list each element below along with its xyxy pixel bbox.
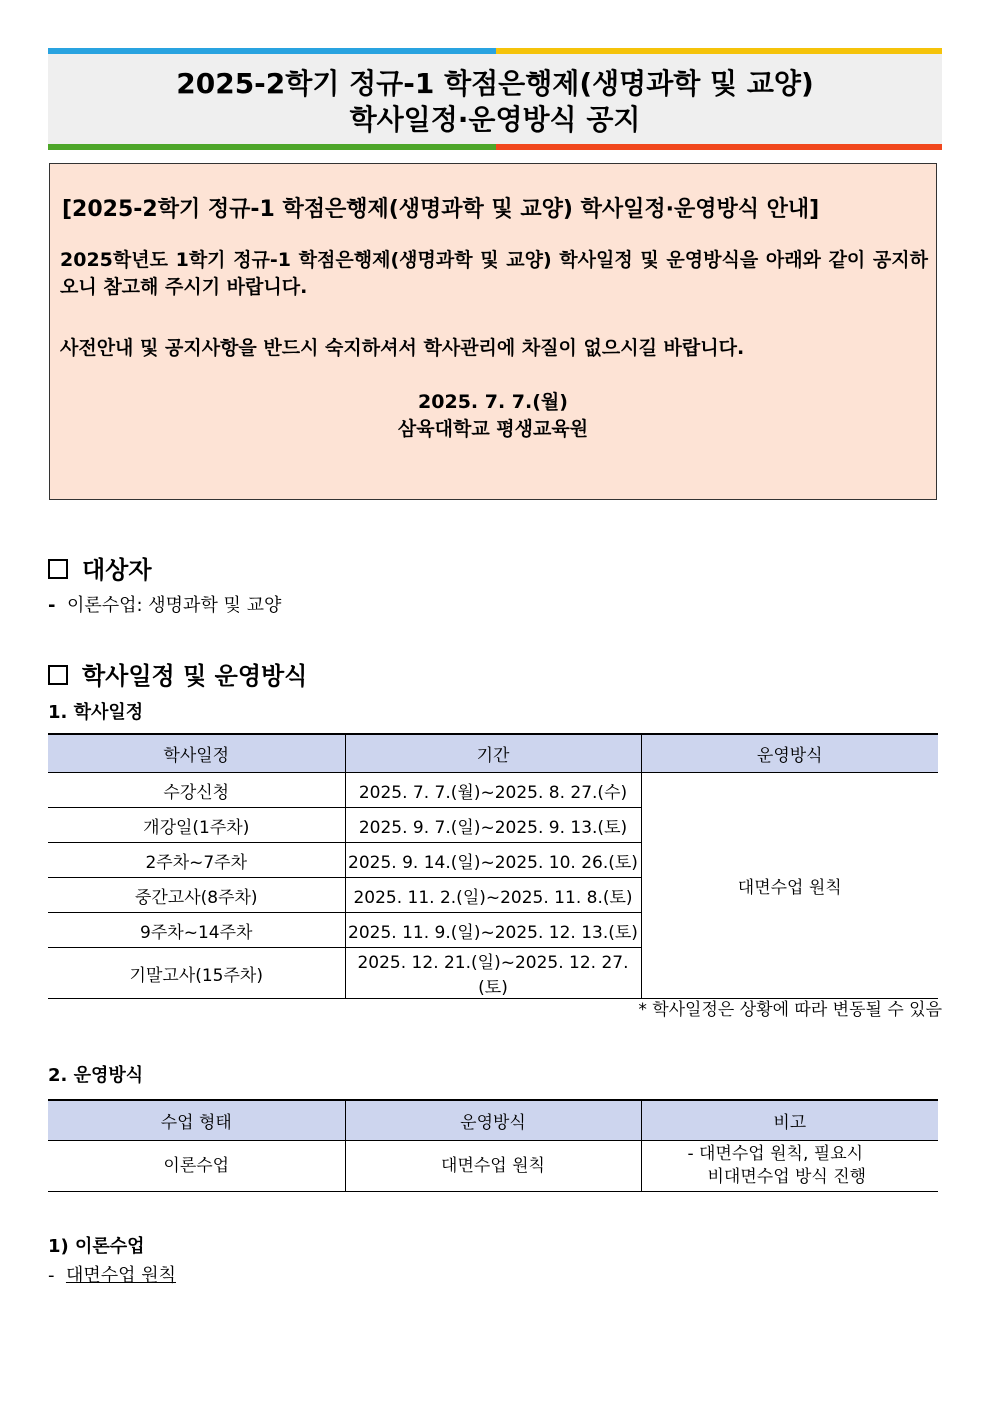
notice-paragraph-1: 2025학년도 1학기 정규-1 학점은행제(생명과학 및 교양) 학사일정 및 운영방식을 아래와 같이 공지하오니 참고해 주시기 바랍니다. xyxy=(60,249,928,298)
schedule-name: 중간고사(8주차) xyxy=(48,878,345,913)
bullet-dash: - xyxy=(48,1265,55,1286)
target-item-text: 이론수업: 생명과학 및 교양 xyxy=(66,595,282,616)
page-title-line2: 학사일정·운영방식 공지 xyxy=(349,103,641,136)
schedule-period: 2025. 11. 9.(일)~2025. 12. 13.(토) xyxy=(345,913,641,948)
remarks-line-1: - 대면수업 원칙, 필요시 xyxy=(687,1144,864,1164)
bullet-dash: - xyxy=(48,595,56,616)
accent-bar-green xyxy=(48,144,496,150)
header-period: 기간 xyxy=(345,734,641,773)
theory-class-item-text: 대면수업 원칙 xyxy=(65,1265,177,1286)
operation-remarks xyxy=(641,1141,938,1192)
notice-box xyxy=(49,163,937,500)
operation-table xyxy=(48,1099,938,1192)
class-type: 이론수업 xyxy=(48,1141,345,1192)
checkbox-square-icon xyxy=(48,559,68,579)
target-item xyxy=(48,591,281,617)
subheading-operation-text: 2. 운영방식 xyxy=(48,1065,144,1086)
header-schedule: 학사일정 xyxy=(48,734,345,773)
notice-paragraph-2: 사전안내 및 공지사항을 반드시 숙지하셔서 학사관리에 차질이 없으시길 바랍니다. xyxy=(60,337,745,359)
notice-heading: [2025-2학기 정규-1 학점은행제(생명과학 및 교양) 학사일정·운영방식 안내] xyxy=(62,197,820,222)
accent-bar-red xyxy=(496,144,942,150)
section-target-title: 대상자 xyxy=(82,556,152,584)
header-operation: 운영방식 xyxy=(345,1100,641,1141)
schedule-period: 2025. 11. 2.(일)~2025. 11. 8.(토) xyxy=(345,878,641,913)
subheading-operation xyxy=(48,1061,143,1087)
header-class-type: 수업 형태 xyxy=(48,1100,345,1141)
schedule-period: 2025. 7. 7.(월)~2025. 8. 27.(수) xyxy=(345,773,641,808)
accent-bar-yellow xyxy=(496,48,942,54)
schedule-name: 2주차~7주차 xyxy=(48,843,345,878)
notice-organization: 삼육대학교 평생교육원 xyxy=(397,418,589,440)
theory-class-item xyxy=(48,1261,176,1287)
subheading-theory-class: 1) 이론수업 xyxy=(48,1236,145,1257)
notice-date: 2025. 7. 7.(월) xyxy=(418,391,568,413)
schedule-name: 수강신청 xyxy=(48,773,345,808)
schedule-name: 9주차~14주차 xyxy=(48,913,345,948)
schedule-period: 2025. 12. 21.(일)~2025. 12. 27.(토) xyxy=(345,948,641,999)
table-row xyxy=(48,1141,938,1192)
table-row xyxy=(48,773,938,808)
header-method: 운영방식 xyxy=(641,734,938,773)
schedule-method: 대면수업 원칙 xyxy=(641,773,938,999)
accent-bar-blue xyxy=(48,48,496,54)
page-title-line1: 2025-2학기 정규-1 학점은행제(생명과학 및 교양) xyxy=(176,67,814,100)
operation-method: 대면수업 원칙 xyxy=(345,1141,641,1192)
section-schedule-heading xyxy=(48,656,307,691)
table-header-row xyxy=(48,734,938,773)
schedule-period: 2025. 9. 14.(일)~2025. 10. 26.(토) xyxy=(345,843,641,878)
schedule-footnote: * 학사일정은 상황에 따라 변동될 수 있음 xyxy=(638,1000,942,1020)
section-target-heading xyxy=(48,550,152,585)
schedule-name: 개강일(1주차) xyxy=(48,808,345,843)
schedule-name: 기말고사(15주차) xyxy=(48,948,345,999)
schedule-table xyxy=(48,733,938,999)
schedule-period: 2025. 9. 7.(일)~2025. 9. 13.(토) xyxy=(345,808,641,843)
subheading-schedule: 1. 학사일정 xyxy=(48,702,144,723)
remarks-line-2: 비대면수업 방식 진행 xyxy=(707,1167,867,1187)
table-header-row xyxy=(48,1100,938,1141)
checkbox-square-icon xyxy=(48,665,68,685)
header-remarks: 비고 xyxy=(641,1100,938,1141)
title-banner xyxy=(48,48,942,150)
section-schedule-title: 학사일정 및 운영방식 xyxy=(82,662,308,690)
